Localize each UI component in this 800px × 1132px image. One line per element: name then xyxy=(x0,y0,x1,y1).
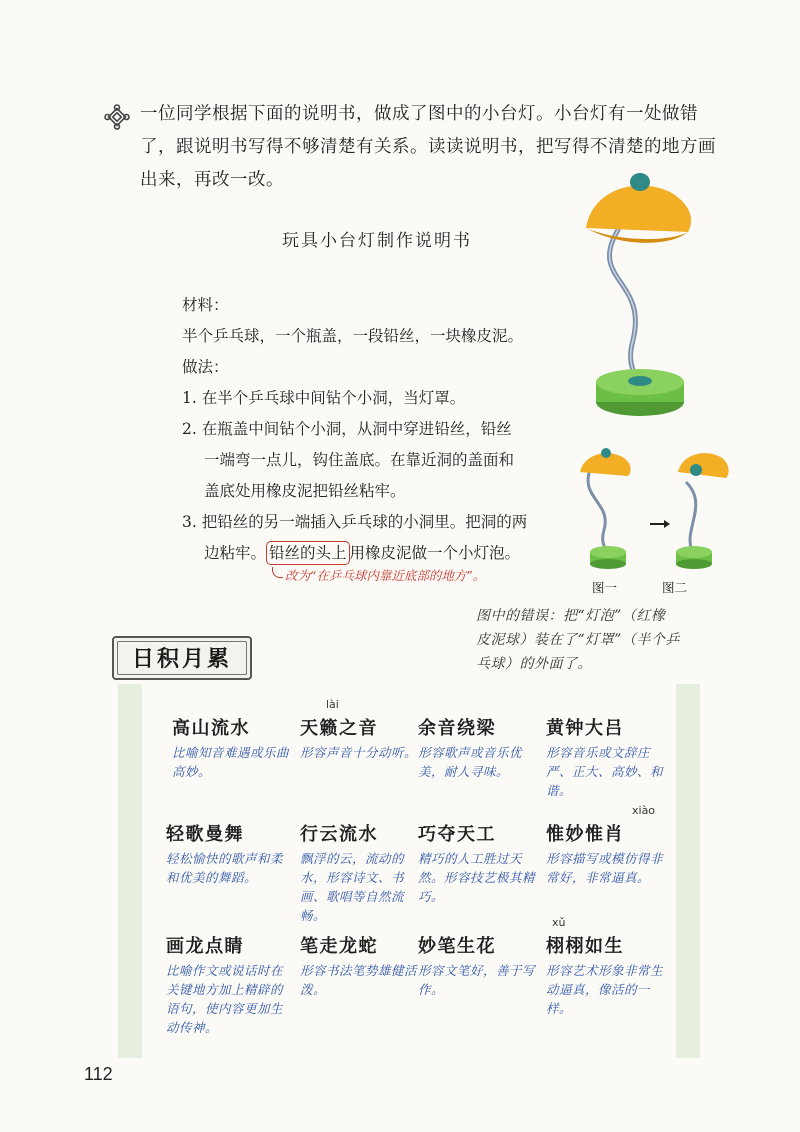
idiom-entry xyxy=(418,820,536,906)
step-2-cont: 盖底处用橡皮泥把铅丝粘牢。 xyxy=(204,482,406,500)
idiom-entry xyxy=(418,714,536,781)
step-2-cont: 一端弯一点儿，钩住盖底。在靠近洞的盖面和 xyxy=(204,451,515,469)
correction-arrow-icon xyxy=(272,567,283,578)
idiom-entry xyxy=(166,932,284,1037)
idiom-word: 黄钟大吕 xyxy=(546,718,624,739)
idiom-meaning: 飘浮的云，流动的水，形容诗文、书画、歌唱等自然流畅。 xyxy=(300,851,405,923)
circled-phrase: 铅丝的头上 xyxy=(266,541,350,565)
error-note-line: 图中的错误：把“灯泡”（红橡 xyxy=(476,608,666,624)
idiom-pinyin: xǔ xyxy=(552,916,566,929)
section-title: 日积月累 xyxy=(131,646,232,672)
idiom-pinyin: xiào xyxy=(632,804,656,817)
idiom-word: 轻歌曼舞 xyxy=(166,824,244,845)
idiom-entry xyxy=(546,916,664,1018)
idiom-meaning: 形容音乐或文辞庄严、正大、高妙、和谐。 xyxy=(546,745,664,798)
lamp-comparison-illustration xyxy=(578,448,730,578)
idiom-word: 高山流水 xyxy=(172,718,250,739)
instruction-line: 了，跟说明书写得不够清楚有关系。读读说明书，把写得不清楚的地方画 xyxy=(140,137,716,157)
idiom-entry xyxy=(172,714,290,781)
step-3-text: 边粘牢。 xyxy=(204,544,267,562)
idiom-word: 画龙点睛 xyxy=(166,936,244,957)
idiom-meaning: 比喻知音难遇或乐曲高妙。 xyxy=(172,745,290,779)
idiom-meaning: 形容声音十分动听。 xyxy=(300,745,418,760)
step-2: 2. 在瓶盖中间钻个小洞，从洞中穿进铅丝，铅丝 xyxy=(182,420,512,438)
step-3-cont xyxy=(182,538,572,569)
idiom-word: 行云流水 xyxy=(300,824,378,845)
correction-text: 改为“在乒乓球内靠近底部的地方”。 xyxy=(285,568,486,583)
step-1: 1. 在半个乒乓球中间钻个小洞，当灯罩。 xyxy=(182,389,466,407)
idiom-pinyin: lài xyxy=(326,698,339,711)
idiom-word: 余音绕梁 xyxy=(418,718,496,739)
idiom-word: 妙笔生花 xyxy=(418,936,496,957)
idiom-meaning: 形容书法笔势雄健活泼。 xyxy=(300,963,418,997)
idiom-word: 笔走龙蛇 xyxy=(300,936,378,957)
idiom-entry xyxy=(546,804,664,887)
step-3: 3. 把铅丝的另一端插入乒乓球的小洞里。把洞的两 xyxy=(182,513,528,531)
materials-list: 半个乒乓球，一个瓶盖，一段铅丝，一块橡皮泥。 xyxy=(182,327,524,345)
idiom-word: 天籁之音 xyxy=(300,718,378,739)
lamp-figure-2 xyxy=(676,453,729,569)
step-3-text: 用橡皮泥做一个小灯泡。 xyxy=(349,544,521,562)
idiom-meaning: 形容文笔好，善于写作。 xyxy=(418,963,536,997)
desk-lamp-illustration xyxy=(578,170,718,420)
idiom-entry xyxy=(546,714,664,800)
lamp-figure-1 xyxy=(580,448,631,569)
instruction-line: 一位同学根据下面的说明书，做成了图中的小台灯。小台灯有一处做错 xyxy=(140,104,698,124)
section-header xyxy=(112,636,252,680)
idiom-word: 巧夺天工 xyxy=(418,824,496,845)
idiom-meaning: 形容歌声或音乐优美，耐人寻味。 xyxy=(418,745,523,779)
idiom-meaning: 精巧的人工胜过天然。形容技艺极其精巧。 xyxy=(418,851,536,904)
idiom-entry xyxy=(166,820,284,887)
materials-label: 材料： xyxy=(182,296,229,314)
instruction-manual xyxy=(182,290,572,569)
correction-annotation xyxy=(272,566,485,584)
idiom-entry xyxy=(300,698,418,762)
figure-1-label: 图一 xyxy=(592,580,618,595)
knot-ornament-icon xyxy=(104,104,130,130)
idiom-meaning: 轻松愉快的歌声和柔和优美的舞蹈。 xyxy=(166,851,284,885)
idiom-meaning: 比喻作文或说话时在关键地方加上精辟的语句，使内容更加生动传神。 xyxy=(166,963,284,1035)
error-note-line: 皮泥球）装在了“灯罩”（半个乒 xyxy=(476,632,680,648)
error-explanation xyxy=(476,604,721,676)
idiom-word: 惟妙惟肖 xyxy=(546,824,624,845)
idiom-meaning: 形容艺术形象非常生动逼真，像活的一样。 xyxy=(546,963,664,1016)
idiom-entry xyxy=(418,932,536,999)
panel-strip-right xyxy=(676,684,700,1058)
idiom-meaning: 形容描写或模仿得非常好，非常逼真。 xyxy=(546,851,664,885)
idiom-entry xyxy=(300,820,418,925)
instruction-line: 出来，再改一改。 xyxy=(140,170,284,190)
manual-title: 玩具小台灯制作说明书 xyxy=(282,231,472,251)
figure-2-label: 图二 xyxy=(662,580,688,595)
panel-strip-left xyxy=(118,684,142,1058)
error-note-line: 乓球）的外面了。 xyxy=(476,656,592,672)
page-number: 112 xyxy=(84,1064,113,1084)
idiom-entry xyxy=(300,932,418,999)
idiom-word: 栩栩如生 xyxy=(546,936,624,957)
method-label: 做法： xyxy=(182,358,229,376)
